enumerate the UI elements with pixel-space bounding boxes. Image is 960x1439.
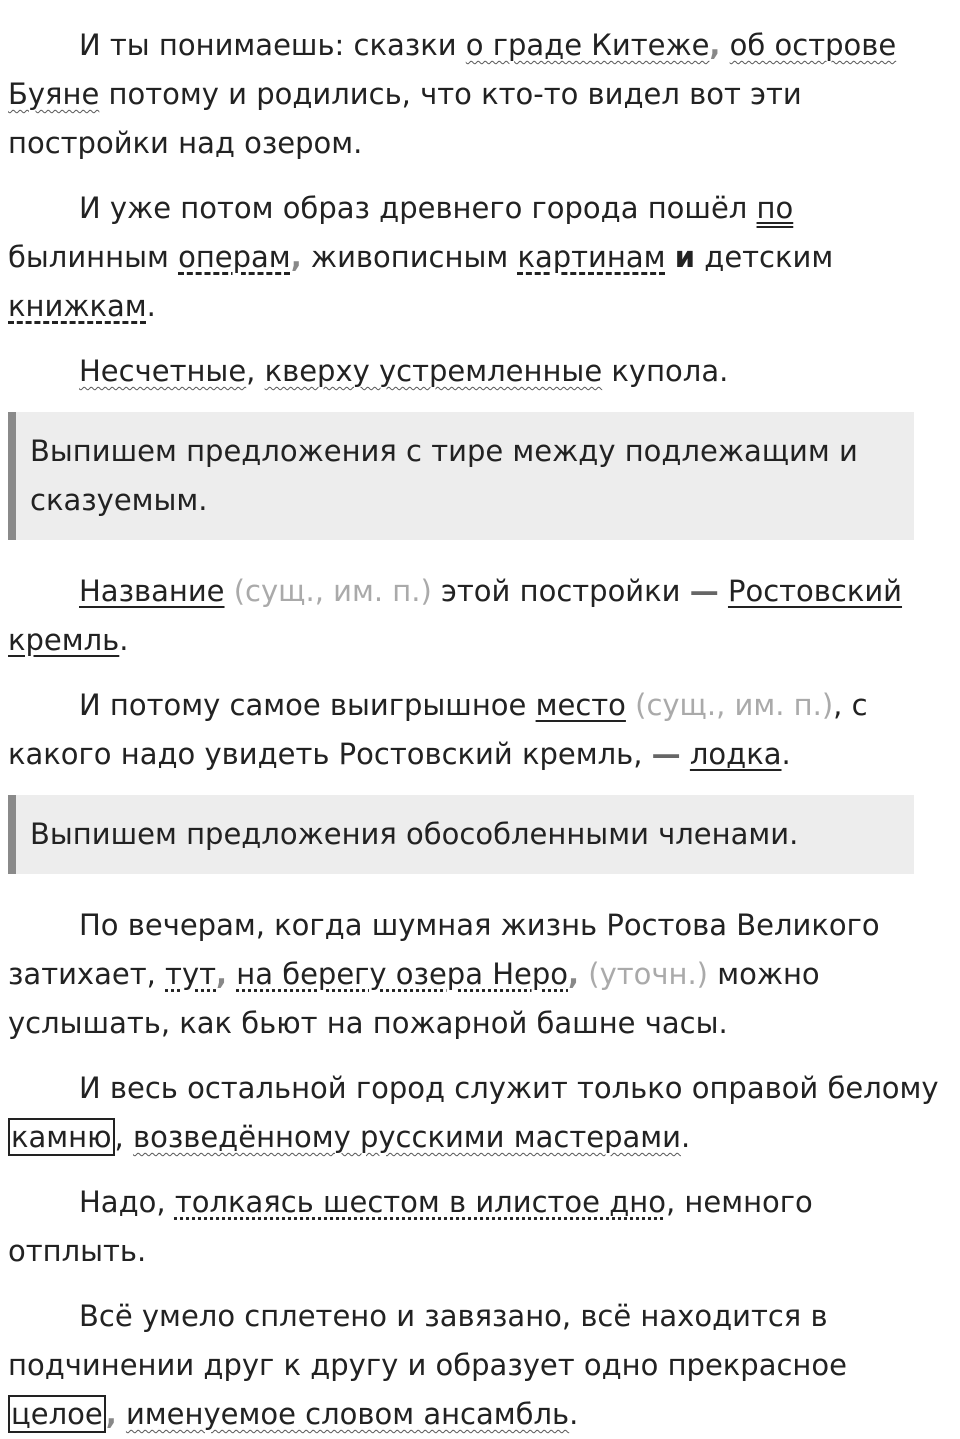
- comma-mark: ,: [568, 957, 580, 991]
- paragraph-nazvanie: Название (сущ., им. п.) этой постройки — Ростовский кремль.: [8, 574, 903, 657]
- attribute-neschetnye: Несчетные: [79, 354, 247, 388]
- grammar-note: (сущ., им. п.): [233, 574, 432, 608]
- dash-mark: —: [689, 574, 719, 608]
- participle-phrase: возведённому русскими мастерами: [132, 1120, 681, 1154]
- comma-mark: ,: [105, 1397, 117, 1431]
- defined-word-tseloe: целое: [8, 1395, 106, 1433]
- task-text: Выпишем предложения обособленными членами.: [30, 817, 799, 851]
- subject-mesto: место: [535, 688, 626, 722]
- task-box-isolated: [8, 795, 914, 874]
- paragraph-kupola: Несчетные, кверху устремленные купола.: [79, 354, 729, 388]
- paragraph-nado: Надо, толкаясь шестом в илистое дно, немного отплыть.: [8, 1185, 813, 1268]
- comma-mark: ,: [216, 957, 228, 991]
- attribute-kverhu: кверху устремленные: [264, 354, 603, 388]
- conjunction-i: и: [674, 240, 696, 274]
- circumstance-bereg: на берегу озера Неро: [236, 957, 568, 991]
- grammar-note: (сущ., им. п.): [635, 688, 834, 722]
- adverbial-participle-phrase: толкаясь шестом в илистое дно: [174, 1185, 666, 1219]
- comma-mark: ,: [290, 240, 302, 274]
- task-text: Выпишем предложения с тире между подлежащим и сказуемым.: [30, 434, 858, 517]
- defined-word-kamnyu: камню: [8, 1118, 115, 1156]
- paragraph-obraz: И уже потом образ древнего города пошёл по былинным операм, живописным картинам и детским книжкам.: [8, 191, 834, 323]
- object-operam: операм: [178, 240, 291, 274]
- paragraph-kitezh: И ты понимаешь: сказки о граде Китеже, об острове Буяне потому и родились, что кто-то видел вот эти постройки над озером.: [8, 28, 897, 160]
- predicate-kreml: Ростовский кремль: [8, 574, 903, 657]
- grammar-note: (уточн.): [588, 957, 708, 991]
- participle-phrase: именуемое словом ансамбль: [125, 1397, 570, 1431]
- task-box-dash: [8, 412, 914, 540]
- paragraph-ansambl: Всё умело сплетено и завязано, всё находится в подчинении друг к другу и образует одно прекрасное целое , именуемое словом ансамбль.: [8, 1299, 847, 1431]
- subject-nazvanie: Название: [79, 574, 225, 608]
- paragraph-mesto: И потому самое выигрышное место (сущ., им. п.), с какого надо увидеть Ростовский кремль, — лодка.: [8, 688, 868, 771]
- object-knizhkam: книжкам: [8, 289, 147, 323]
- circumstance-tut: тут: [165, 957, 216, 991]
- dash-mark: —: [651, 737, 681, 771]
- comma-mark: ,: [709, 28, 721, 62]
- paragraph-vecheram: По вечерам, когда шумная жизнь Ростова Великого затихает, тут, на берегу озера Неро, (уточн.) можно услышать, как бьют на пожарной башне часы.: [8, 908, 880, 1040]
- object-kartinam: картинам: [517, 240, 666, 274]
- circumstance-buyan: об острове Буяне: [8, 28, 897, 111]
- circumstance-kitezh: о граде Китеже: [465, 28, 710, 62]
- paragraph-kamnyu: И весь остальной город служит только оправой белому камню , возведённому русскими мастерами.: [8, 1064, 940, 1162]
- preposition-po: по: [756, 191, 794, 225]
- predicate-lodka: лодка: [689, 737, 782, 771]
